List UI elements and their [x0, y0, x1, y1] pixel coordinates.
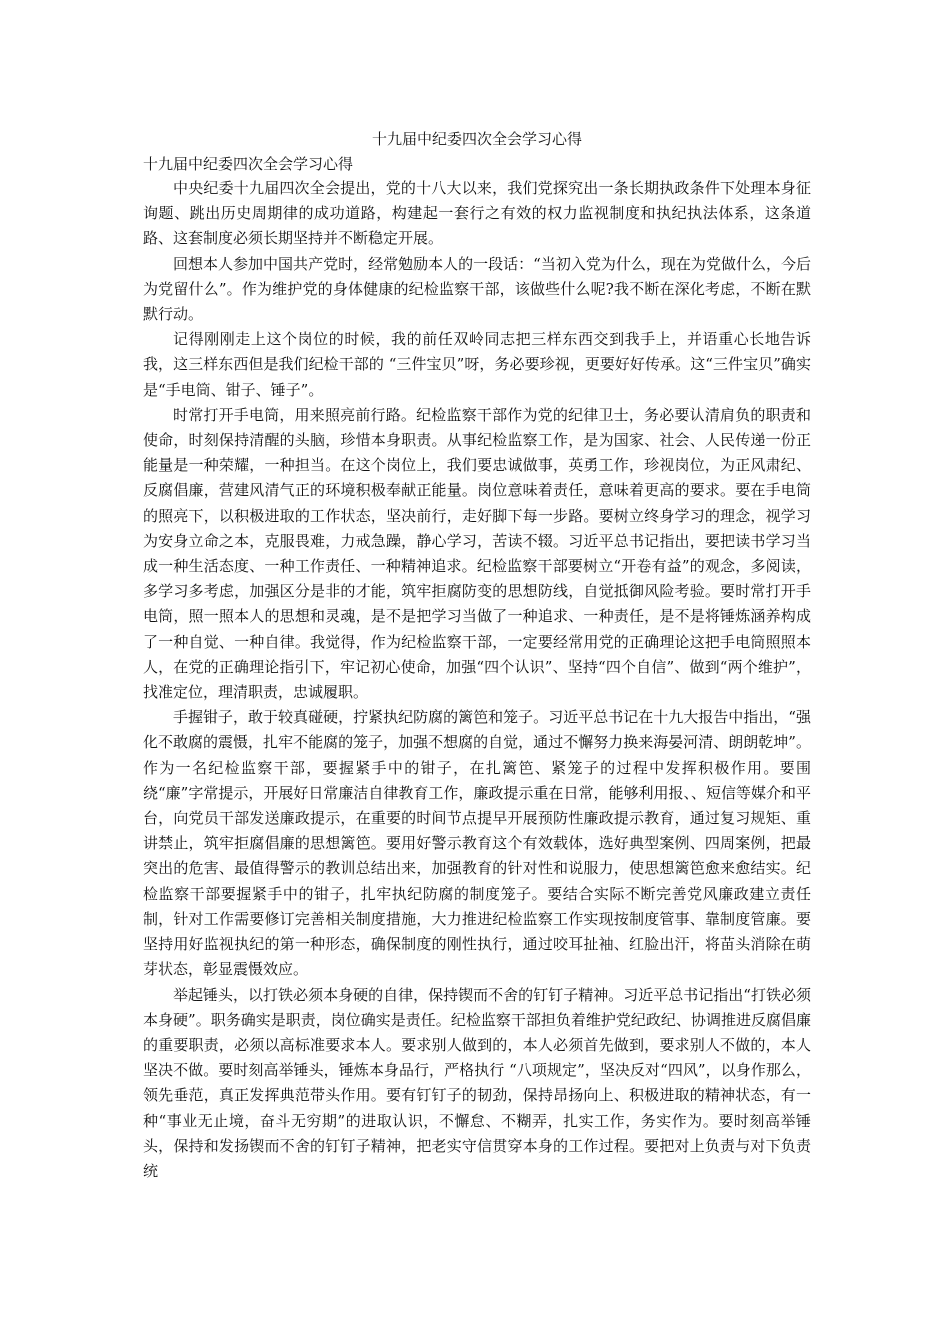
document-subtitle: 十九届中纪委四次全会学习心得: [143, 155, 354, 173]
paragraph-1: 中央纪委十九届四次全会提出，党的十八大以来，我们党探究出一条长期执政条件下处理本身征询题、跳出历史周期律的成功道路，构建起一套行之有效的权力监视制度和执纪执法体系，这条道路、这套制度必须长期坚持并不断稳定开展。: [143, 179, 811, 248]
paragraph-2: 回想本人参加中国共产党时，经常勉励本人的一段话：“当初入党为什么，现在为党做什么，今后为党留什么”。作为维护党的身体健康的纪检监察干部，该做些什么呢?我不断在深化考虑，不断在默默行动。: [143, 254, 811, 324]
paragraph-6: 举起锤头，以打铁必须本身硬的自律，保持锲而不舍的钉钉子精神。习近平总书记指出“打铁必须本身硬”。职务确实是职责，岗位确实是责任。纪检监察干部担负着维护党纪政纪、协调推进反腐倡廉的重要职责，必须以高标准要求本人。要求别人做到的，本人必须首先做到，要求别人不做的，本人坚决不做。要时刻高举锤头，锤炼本身品行，严格执行 “八项规定”，坚决反对“四风”，以身作那么，领先垂范，真正发挥典范带头作用。要有钉钉子的韧劲，保持昂扬向上、积极进取的精神状态，有一种“事业无止境，奋斗无穷期”的进取认识，不懈怠、不糊弄，扎实工作，务实作为。要时刻高举锤头，保持和发扬锲而不舍的钉钉子精神，把老实守信贯穿本身的工作过程。要把对上负责与对下负责统: [143, 985, 811, 1180]
document-page: [143, 128, 811, 1184]
paragraph-3: 记得刚刚走上这个岗位的时候，我的前任双岭同志把三样东西交到我手上，并语重心长地告诉我，这三样东西但是我们纪检干部的 “三件宝贝”呀，务必要珍视，更要好好传承。这“三件宝贝”确实是“手电筒、钳子、锤子”。: [143, 330, 811, 399]
document-title: 十九届中纪委四次全会学习心得: [371, 130, 582, 148]
paragraph-5: 手握钳子，敢于较真碰硬，拧紧执纪防腐的篱笆和笼子。习近平总书记在十九大报告中指出，“强化不敢腐的震慑，扎牢不能腐的笼子，加强不想腐的自觉，通过不懈努力换来海晏河清、朗朗乾坤”。作为一名纪检监察干部，要握紧手中的钳子，在扎篱笆、紧笼子的过程中发挥积极作用。要围绕“廉”字常提示，开展好日常廉洁自律教育工作，廉政提示重在日常，能够利用报、、短信等媒介和平台，向党员干部发送廉政提示，在重要的时间节点提早开展预防性廉政提示教育，通过复习规矩、重讲禁止，筑牢拒腐倡廉的思想篱笆。要用好警示教育这个有效载体，选好典型案例、四周案例，把最突出的危害、最值得警示的教训总结出来，加强教育的针对性和说服力，使思想篱笆愈来愈结实。纪检监察干部要握紧手中的钳子，扎牢执纪防腐的制度笼子。要结合实际不断完善党风廉政建立责任制，针对工作需要修订完善相关制度措施，大力推进纪检监察工作实现按制度管事、靠制度管廉。要坚持用好监视执纪的第一种形态，确保制度的刚性执行，通过咬耳扯袖、红脸出汗，将苗头消除在萌芽状态，彰显震慑效应。: [143, 708, 811, 979]
paragraph-4: 时常打开手电筒，用来照亮前行路。纪检监察干部作为党的纪律卫士，务必要认清肩负的职责和使命，时刻保持清醒的头脑，珍惜本身职责。从事纪检监察工作，是为国家、社会、人民传递一份正能量是一种荣耀，一种担当。在这个岗位上，我们要忠诚做事，英勇工作，珍视岗位，为正风肃纪、反腐倡廉，营建风清气正的环境积极奉献正能量。岗位意味着责任，意味着更高的要求。要在手电筒的照亮下，以积极进取的工作状态，坚决前行，走好脚下每一步路。要树立终身学习的理念，视学习为安身立命之本，克服畏难，力戒急躁，静心学习，苦读不辍。习近平总书记指出，要把读书学习当成一种生活态度、一种工作责任、一种精神追求。纪检监察干部要树立“开卷有益”的观念，多阅读，多学习多考虑，加强区分是非的才能，筑牢拒腐防变的思想防线，自觉抵御风险考验。要时常打开手电筒，照一照本人的思想和灵魂，是不是把学习当做了一种追求、一种责任，是不是将锤炼涵养构成了一种自觉、一种自律。我觉得，作为纪检监察干部，一定要经常用党的正确理论这把手电筒照照本人，在党的正确理论指引下，牢记初心使命，加强“四个认识”、坚持“四个自信”、做到“两个维护”，找准定位，理清职责，忠诚履职。: [143, 405, 811, 702]
